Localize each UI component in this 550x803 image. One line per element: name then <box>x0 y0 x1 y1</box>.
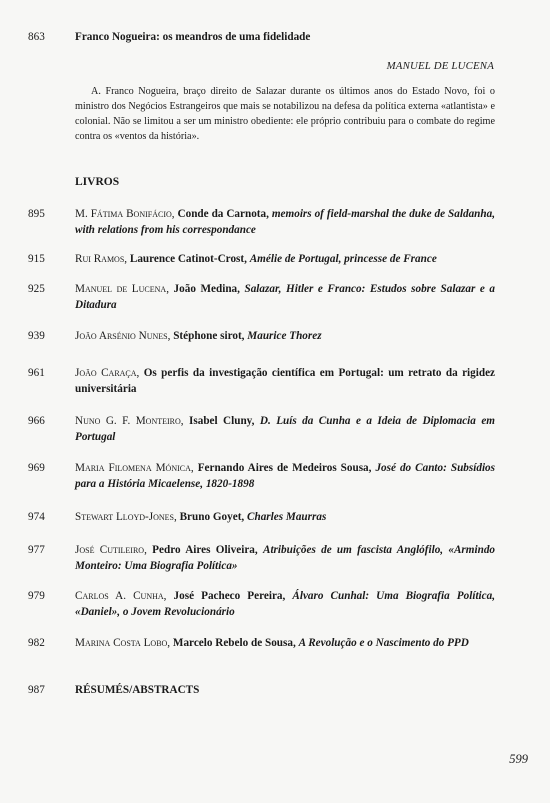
reviewer-name: Rui Ramos, <box>75 253 128 265</box>
book-title: Maurice Thorez <box>247 330 322 342</box>
book-title: D. Luís da Cunha e a Ideia de Diplomacia em Portugal <box>75 415 495 443</box>
book-author: Conde da Carnota, <box>177 208 269 220</box>
book-author: Pedro Aires Oliveira, <box>152 544 258 556</box>
section-heading-resumes: RÉSUMÉS/ABSTRACTS <box>75 684 200 696</box>
entry-page-number: 982 <box>28 637 45 649</box>
reviewer-name: Maria Filomena Mónica, <box>75 462 194 474</box>
entry-page-number: 966 <box>28 415 45 427</box>
book-author: Bruno Goyet, <box>179 511 245 523</box>
entry-page-number: 939 <box>28 330 45 342</box>
book-title: A Revolução e o Nascimento do PPD <box>298 637 469 649</box>
book-title: Atribuições de um fascista Anglófilo, «Armindo Monteiro: Uma Biografia Política» <box>75 544 496 572</box>
entry-page-number: 974 <box>28 511 45 523</box>
book-title: memoirs of field-marshal the duke de Saldanha, with relations from his correspondance <box>75 208 495 236</box>
entry-text <box>75 329 495 345</box>
entry-text <box>75 543 495 574</box>
book-author: Marcelo Rebelo de Sousa, <box>172 637 296 649</box>
entry-page-number: 977 <box>28 544 45 556</box>
entry-text <box>75 252 495 268</box>
entry-page-number: 961 <box>28 367 45 379</box>
book-author: Stéphone sirot, <box>173 330 245 342</box>
reviewer-name: João Arsénio Nunes, <box>75 330 171 342</box>
page-number: 599 <box>509 752 528 766</box>
book-title: Salazar, Hitler e Franco: Estudos sobre Salazar e a Ditadura <box>75 283 496 311</box>
reviewer-name: Carlos A. Cunha, <box>75 590 167 602</box>
book-author: Laurence Catinot-Crost, <box>129 253 247 265</box>
entry-text <box>75 636 495 652</box>
reviewer-name: Manuel de Lucena, <box>75 283 169 295</box>
entry-page-number: 987 <box>28 684 45 696</box>
entry-text <box>75 207 495 238</box>
reviewer-name: M. Fátima Bonifácio, <box>75 208 175 220</box>
reviewer-name: Nuno G. F. Monteiro, <box>75 415 184 427</box>
article-title: Franco Nogueira: os meandros de uma fidelidade <box>75 31 311 43</box>
book-title: Charles Maurras <box>247 511 327 523</box>
book-author: Fernando Aires de Medeiros Sousa, <box>197 462 372 474</box>
section-heading-livros: LIVROS <box>75 176 120 188</box>
entry-page-number: 969 <box>28 462 45 474</box>
book-title: Álvaro Cunhal: Uma Biografia Política, «Daniel», o Jovem Revolucionário <box>75 590 496 618</box>
entry-text <box>75 414 495 445</box>
entry-page-number: 863 <box>28 31 45 43</box>
entry-page-number: 979 <box>28 590 45 602</box>
entry-page-number: 895 <box>28 208 45 220</box>
entry-text <box>75 366 495 397</box>
book-title: Amélie de Portugal, princesse de France <box>249 253 437 265</box>
entry-page-number: 915 <box>28 253 45 265</box>
book-author: João Medina, <box>173 283 240 295</box>
book-author: Isabel Cluny, <box>189 415 255 427</box>
entry-text <box>75 461 495 492</box>
reviewer-name: Stewart Lloyd-Jones, <box>75 511 177 523</box>
reviewer-name: José Cutileiro, <box>75 544 147 556</box>
entry-page-number: 925 <box>28 283 45 295</box>
article-author: MANUEL DE LUCENA <box>386 60 494 72</box>
reviewer-name: Marina Costa Lobo, <box>75 637 171 649</box>
book-title: José do Canto: Subsídios para a História Micaelense, 1820-1898 <box>75 462 495 490</box>
entry-text <box>75 282 495 313</box>
book-title: Os perfis da investigação científica em Portugal: um retrato da rigidez universitária <box>75 367 495 395</box>
article-abstract: A. Franco Nogueira, braço direito de Salazar durante os últimos anos do Estado Novo, foi o ministro dos Negócios Estrangeiros que mais se notabilizou na defesa da política externa «atlantista» e colonial. Não se limitou a ser um ministro obediente: ele próprio contribuiu para o combate do regime contra os «ventos da história». <box>75 86 495 142</box>
book-author: José Pacheco Pereira, <box>173 590 286 602</box>
reviewer-name: João Caraça, <box>75 367 140 379</box>
entry-text <box>75 589 495 620</box>
entry-text <box>75 510 495 526</box>
